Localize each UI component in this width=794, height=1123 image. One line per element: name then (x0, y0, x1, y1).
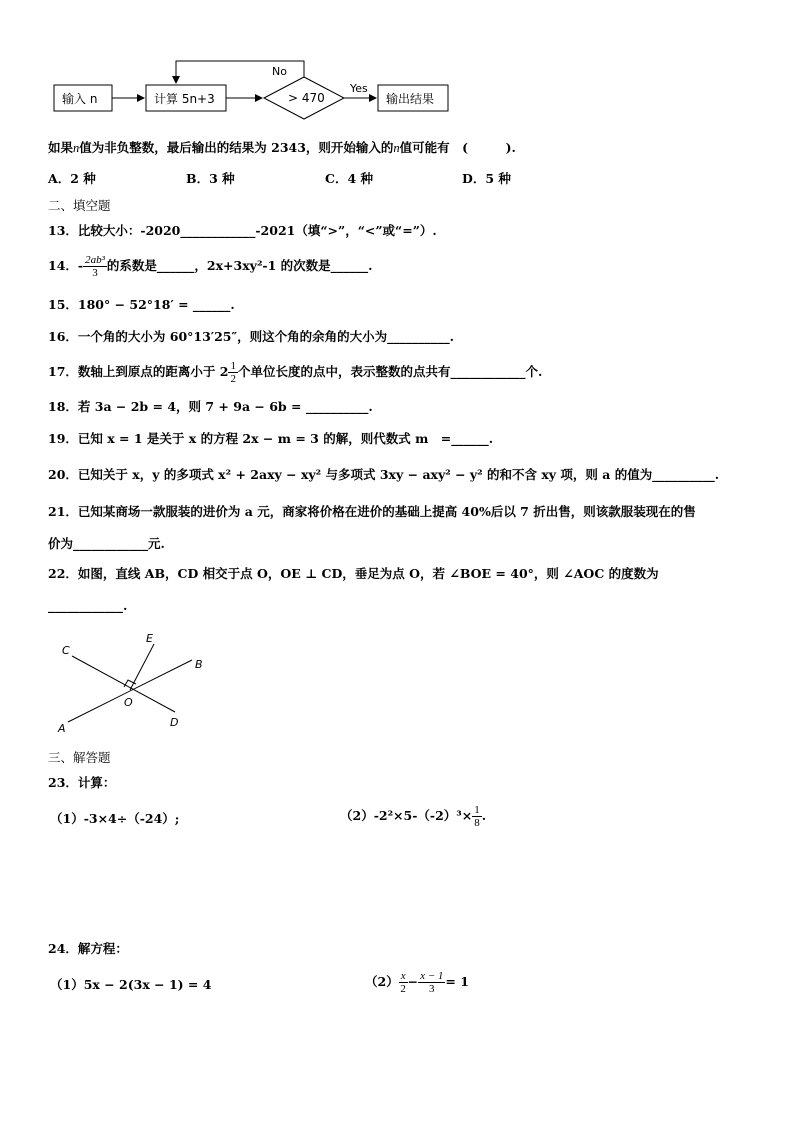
question-20: 20．已知关于 x，y 的多项式 x² + 2axy − xy² 与多项式 3xy − axy² − y² 的和不含 xy 项，则 a 的值为__________. (48, 467, 720, 482)
no-label: No (272, 65, 287, 78)
section-heading-solve: 三、解答题 (48, 750, 111, 765)
question-18: 18．若 3a − 2b = 4，则 7 + 9a − 6b = __________. (48, 399, 373, 414)
fraction: $\frac{1}{2}$ (230, 360, 236, 385)
question-21-line2: 价为____________元. (48, 536, 165, 551)
option-c: C．4 种 (325, 171, 373, 186)
question-19: 19．已知 x = 1 是关于 x 的方程 2x − m = 3 的解，则代数式 m =______. (48, 431, 494, 446)
condition-label: > 470 (288, 91, 325, 105)
label-a: A (58, 722, 66, 735)
output-label: 输出结果 (386, 92, 435, 106)
option-a: A．2 种 (48, 171, 96, 186)
question-24-title: 24．解方程： (48, 941, 128, 956)
label-c: C (62, 644, 70, 657)
question-22-line1: 22．如图，直线 AB，CD 相交于点 O，OE ⊥ CD，垂足为点 O，若 ∠BOE = 40°，则 ∠AOC 的度数为 (48, 566, 659, 581)
var-n: n (73, 141, 80, 155)
input-label: 输入 n (62, 92, 98, 106)
question-17: 17．数轴上到原点的距离小于 2 $\frac{1}{2}$ 个单位长度的点中，表示整数的点共有____________个. (48, 360, 543, 385)
question-13: 13．比较大小：-2020____________-2021（填“>”，“<”或“=”）. (48, 223, 437, 238)
question-23-title: 23．计算： (48, 775, 116, 790)
geometry-figure (50, 630, 220, 740)
option-d: D．5 种 (462, 171, 511, 186)
fraction: $\frac{x - 1}{3}$ (420, 970, 444, 995)
label-b: B (195, 658, 203, 671)
fraction: $\frac{\text{2ab³}}{3}$ (85, 254, 105, 279)
compute-label: 计算 5n+3 (154, 92, 215, 106)
label-d: D (170, 716, 179, 729)
question-23-part2: （2）-2²×5-（-2）³× $\frac{1}{8}$ . (340, 804, 487, 829)
question-22-line2: ____________. (48, 598, 128, 613)
fraction: $\frac{1}{8}$ (474, 804, 480, 829)
question-15: 15．180° − 52°18′ = ______. (48, 297, 235, 312)
question-24-part1: （1）5x − 2(3x − 1) = 4 (50, 977, 212, 992)
section-heading-fill: 二、填空题 (48, 198, 111, 213)
label-e: E (146, 632, 153, 645)
question-21-line1: 21．已知某商场一款服装的进价为 a 元，商家将价格在进价的基础上提高 40%后以 7 折出售，则该款服装现在的售 (48, 504, 696, 519)
question-23-part1: （1）-3×4÷（-24）; (50, 811, 180, 826)
yes-label: Yes (350, 82, 368, 95)
flowchart (40, 55, 460, 125)
question-12-stem: 如果n值为非负整数，最后输出的结果为 2343，则开始输入的n值可能有 ( ). (48, 140, 516, 155)
label-o: O (124, 696, 133, 709)
question-16: 16．一个角的大小为 60°13′25″，则这个角的余角的大小为__________. (48, 329, 454, 344)
question-24-part2: （2） $\frac{x}{2}$ − $\frac{x - 1}{3}$ = 1 (365, 970, 469, 995)
line-ab (68, 660, 192, 722)
question-14: 14．- $\frac{\text{2ab³}}{3}$ 的系数是______，2x+3xy²-1 的次数是______. (48, 254, 373, 279)
option-b: B．3 种 (186, 171, 235, 186)
fraction: $\frac{x}{2}$ (400, 970, 406, 995)
